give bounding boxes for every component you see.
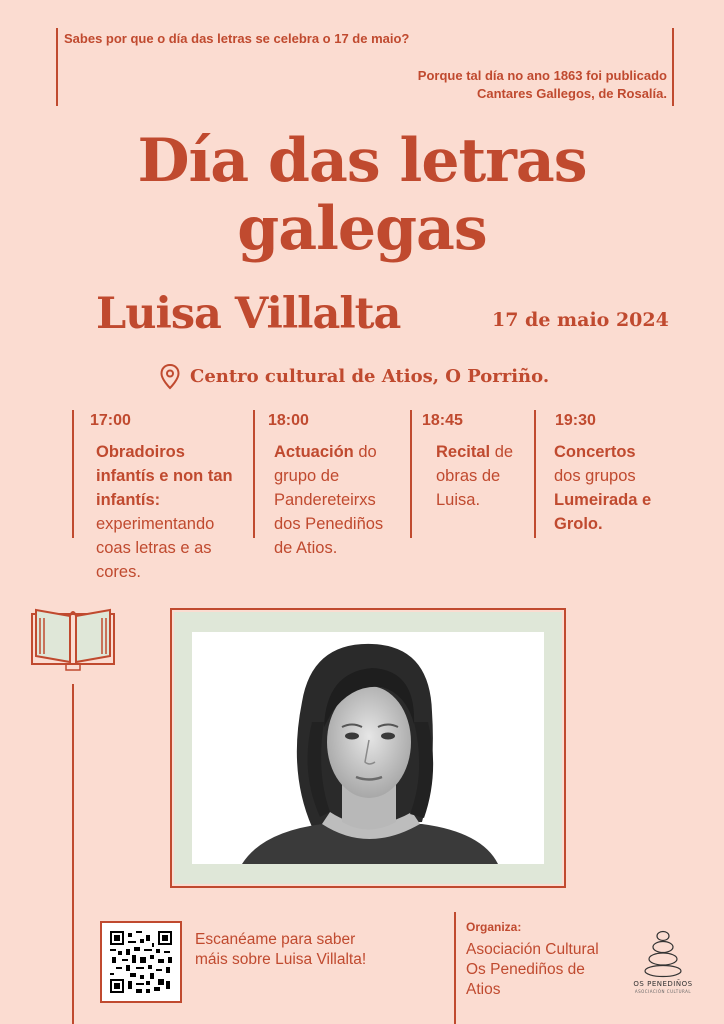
schedule-time: 17:00	[90, 412, 131, 429]
scan-instructions: Escanéame para saber máis sobre Luisa Villalta!	[195, 931, 367, 968]
stacked-stones-icon	[628, 928, 698, 978]
schedule-text: experimentando coas letras e as cores.	[96, 515, 215, 581]
portrait-photo	[192, 632, 544, 864]
schedule-time: 19:30	[555, 412, 596, 429]
organizer-name: Asociación Cultural Os Penediños de Atios	[466, 941, 599, 998]
header-divider-left	[56, 28, 58, 106]
map-pin-icon	[160, 364, 180, 390]
answer-text	[330, 67, 667, 103]
open-book-icon	[30, 600, 116, 672]
event-location: Centro cultural de Atios, O Porriño.	[190, 366, 550, 387]
schedule-time: 18:00	[268, 412, 309, 429]
main-title-line2: galegas	[237, 194, 487, 264]
schedule-item-1	[90, 412, 240, 584]
schedule-highlight: Actuación	[274, 443, 354, 461]
schedule-highlight-2: Lumeirada e Grolo.	[554, 491, 652, 533]
logo-subtitle: ASOCIACIÓN CULTURAL	[634, 989, 692, 994]
schedule-divider-3	[410, 410, 412, 538]
question-text: Sabes por que o día das letras se celebra o 17 de maio?	[64, 31, 410, 46]
schedule-description	[274, 440, 398, 560]
schedule-item-3	[422, 412, 514, 512]
schedule-highlight: Obradoiros infantís e non tan infantís:	[96, 443, 233, 509]
answer-line-1: Porque tal día no ano 1863 foi publicado	[417, 68, 667, 83]
left-long-divider	[72, 684, 74, 1024]
schedule-description	[96, 440, 240, 584]
schedule-divider-1	[72, 410, 74, 538]
qr-code-icon[interactable]	[110, 931, 172, 993]
schedule-item-2	[268, 412, 398, 560]
main-title-line1: Día das letras	[137, 126, 587, 196]
event-date: 17 de maio 2024	[492, 309, 669, 331]
schedule-time: 18:45	[422, 412, 463, 429]
schedule-text: do grupo de Pandereteirxs dos Penediños de Atios.	[274, 443, 384, 557]
qr-code-frame[interactable]	[100, 921, 182, 1003]
organizer-logo	[628, 928, 698, 998]
organizer-label: Organiza:	[466, 920, 522, 934]
schedule-highlight: Concertos	[554, 443, 636, 461]
schedule-text: dos grupos	[554, 467, 636, 485]
schedule-description	[554, 440, 662, 536]
header-divider-right	[672, 28, 674, 106]
logo-title: OS PENEDIÑOS	[633, 980, 693, 988]
schedule-description	[436, 440, 514, 512]
schedule-divider-2	[253, 410, 255, 538]
schedule-text: de obras de Luisa.	[436, 443, 514, 509]
schedule-item-4	[552, 412, 662, 536]
footer-divider	[454, 912, 456, 1024]
schedule-divider-4	[534, 410, 536, 538]
answer-line-2: Cantares Gallegos, de Rosalía.	[476, 86, 667, 101]
honoree-name: Luisa Villalta	[96, 289, 401, 339]
schedule-highlight: Recital	[436, 443, 491, 461]
